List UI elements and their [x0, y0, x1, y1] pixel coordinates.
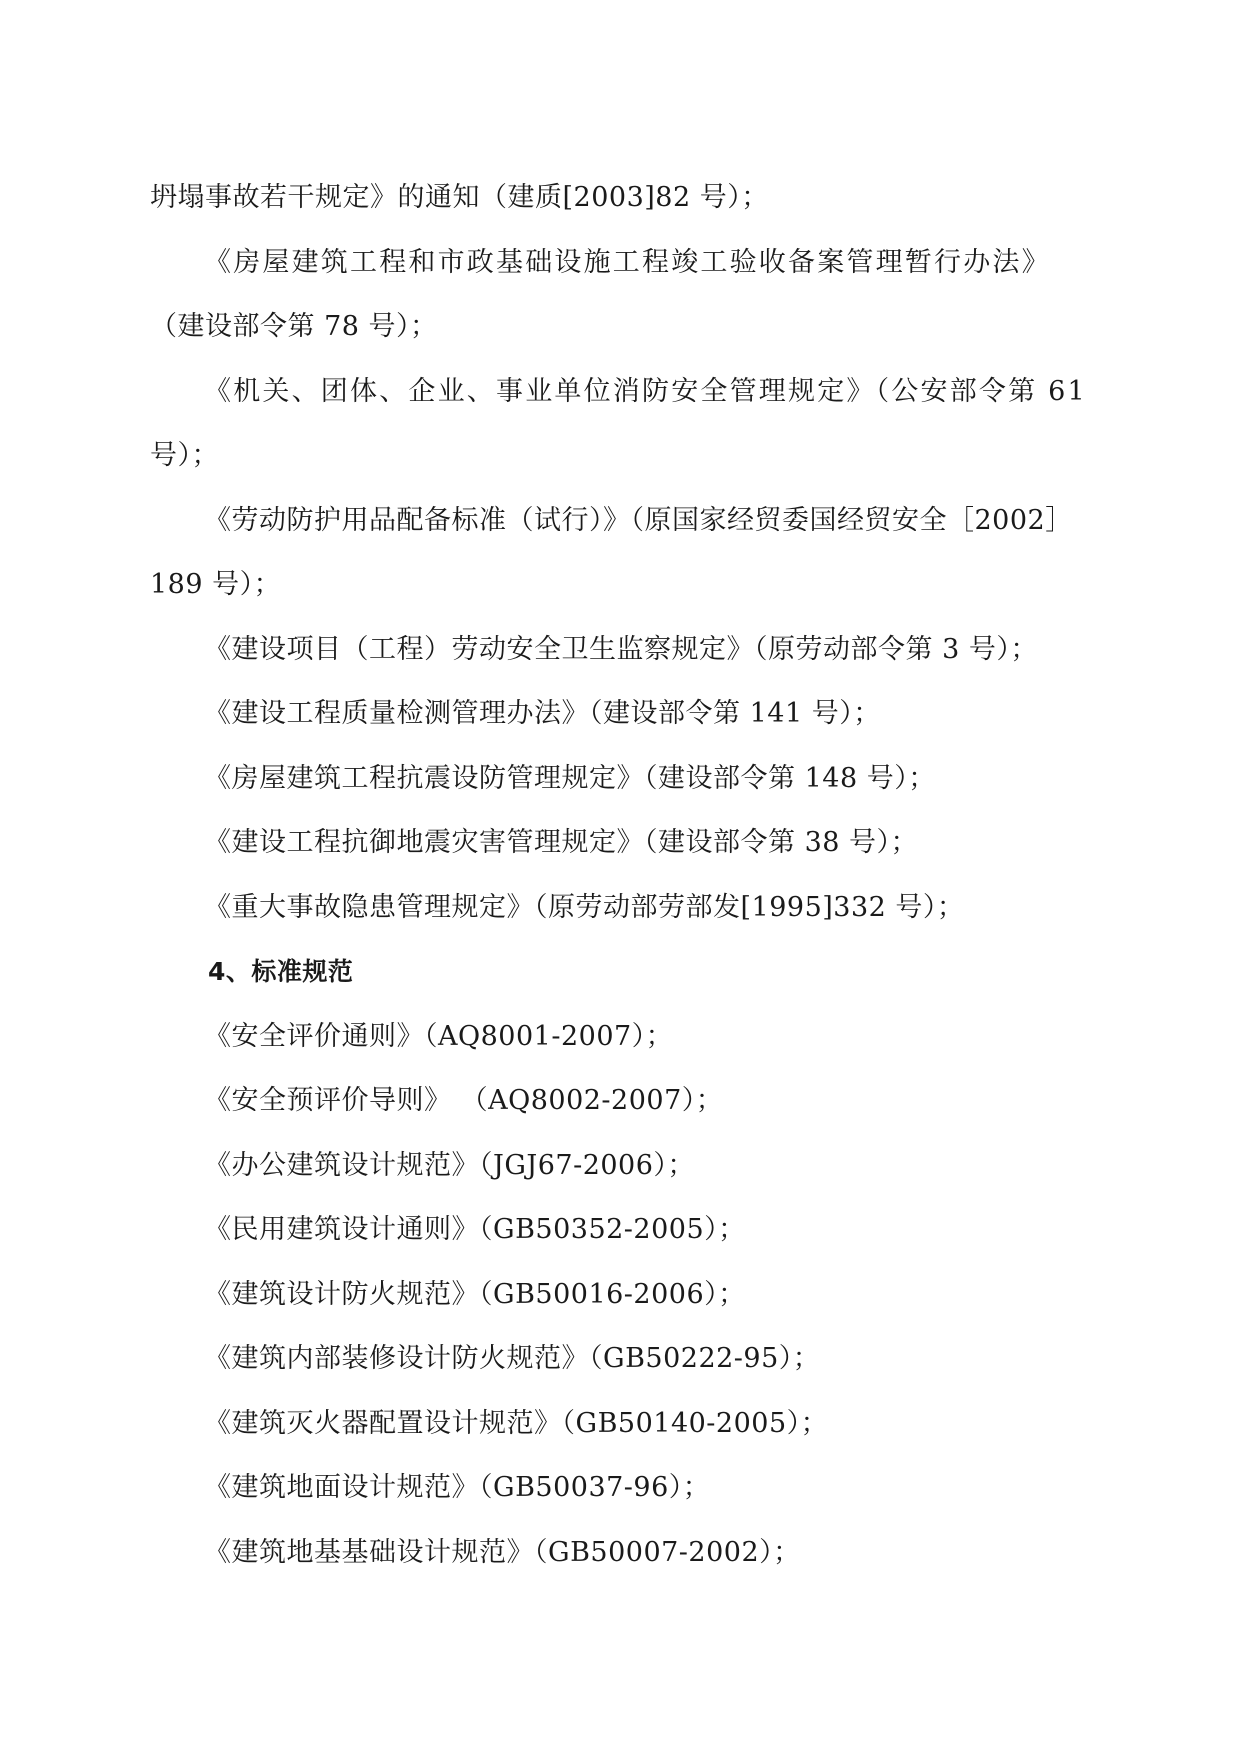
- text-line: 《建设项目（工程）劳动安全卫生监察规定》（原劳动部令第 3 号）；: [204, 633, 1038, 665]
- standard-item: 《建筑内部装修设计防火规范》（GB50222-95）；: [204, 1343, 821, 1374]
- text-line: 《房屋建筑工程抗震设防管理规定》（建设部令第 148 号）；: [204, 762, 936, 794]
- section-heading: 4、标准规范: [208, 957, 354, 986]
- text-line: （建设部令第 78 号）；: [150, 311, 438, 342]
- document-page: [150, 166, 1110, 1585]
- standard-item: 《安全评价通则》（AQ8001-2007）；: [204, 1020, 674, 1052]
- text-line: 《机关、团体、企业、事业单位消防安全管理规定》（公安部令第 61: [204, 375, 1087, 407]
- text-line: 《房屋建筑工程和市政基础设施工程竣工验收备案管理暂行办法》: [204, 246, 1051, 278]
- text-line: 《重大事故隐患管理规定》（原劳动部劳部发[1995]332 号）；: [204, 891, 965, 923]
- text-line: 坍塌事故若干规定》的通知（建质[2003]82 号）；: [150, 182, 769, 213]
- text-line: 《建设工程质量检测管理办法》（建设部令第 141 号）；: [204, 698, 881, 729]
- text-line: 号）；: [150, 440, 219, 471]
- standard-item: 《民用建筑设计通则》（GB50352-2005）；: [204, 1214, 746, 1245]
- text-line: 《劳动防护用品配备标准（试行）》（原国家经贸委国经贸安全［2002］: [204, 504, 1073, 536]
- standard-item: 《安全预评价导则》 （AQ8002-2007）；: [204, 1085, 724, 1116]
- standard-item: 《建筑灭火器配置设计规范》（GB50140-2005）；: [204, 1407, 829, 1439]
- standard-item: 《建筑地面设计规范》（GB50037-96）；: [204, 1472, 711, 1503]
- text-line: 《建设工程抗御地震灾害管理规定》（建设部令第 38 号）；: [204, 827, 919, 858]
- standard-item: 《建筑设计防火规范》（GB50016-2006）；: [204, 1278, 746, 1310]
- standard-item: 《建筑地基基础设计规范》（GB50007-2002）；: [204, 1536, 801, 1568]
- text-line: 189 号）；: [150, 569, 282, 600]
- standard-item: 《办公建筑设计规范》（JGJ67-2006）；: [204, 1149, 695, 1181]
